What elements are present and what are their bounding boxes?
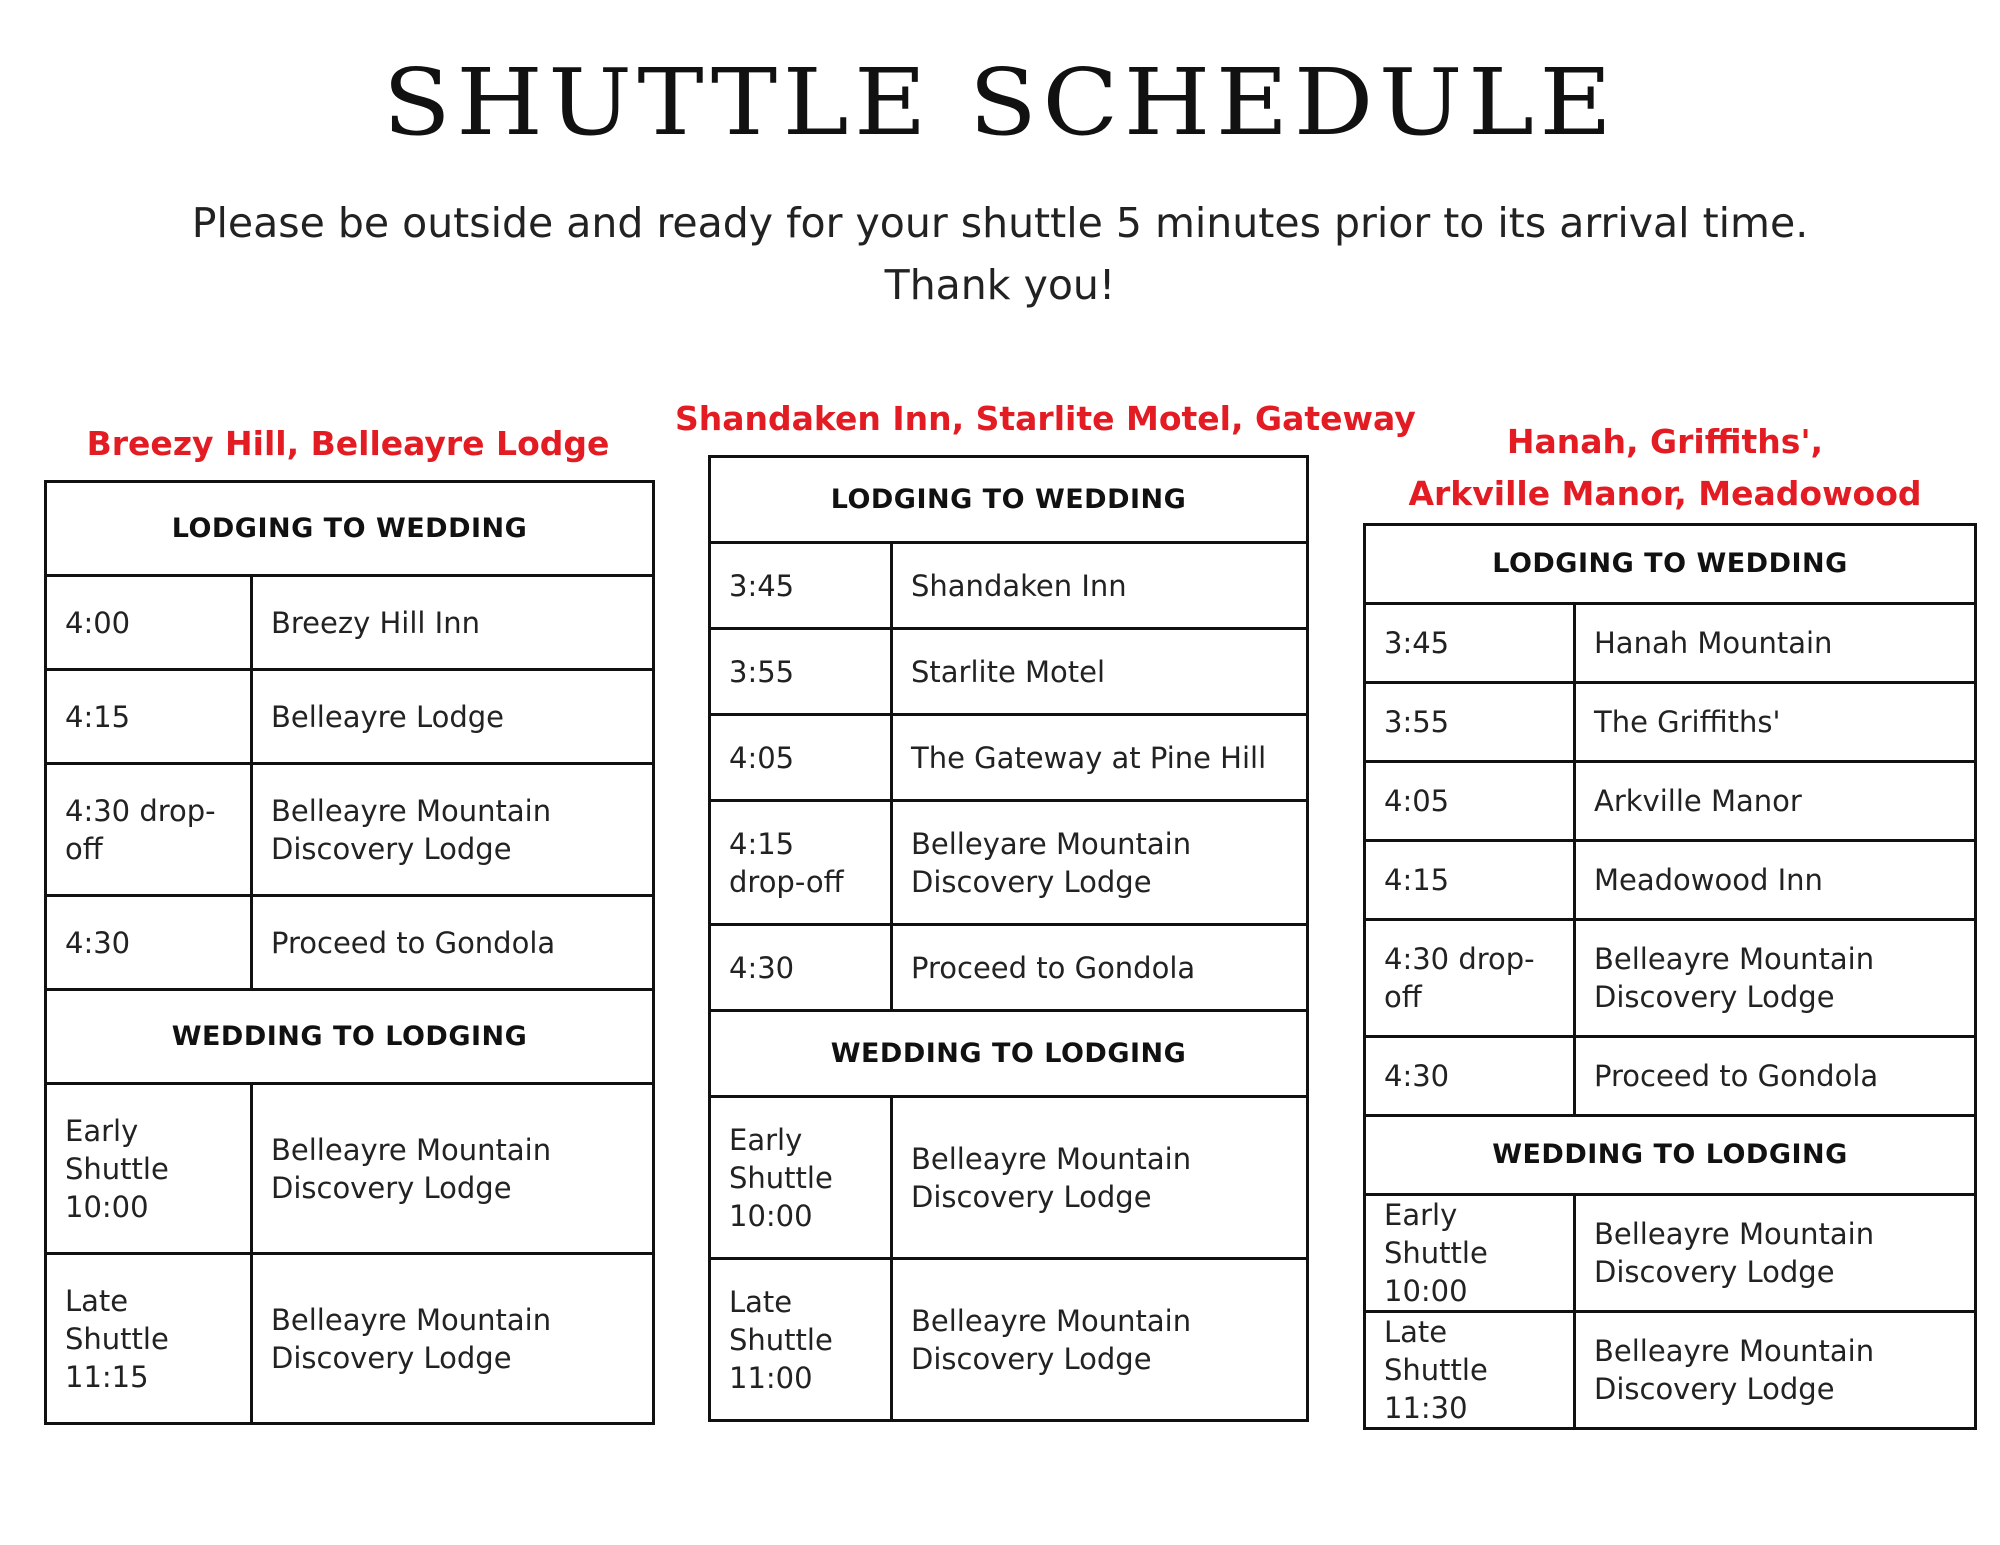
time-cell: Late Shuttle 11:15 <box>46 1254 252 1424</box>
section-label-to-lodging: WEDDING TO LODGING <box>46 990 654 1084</box>
time-cell: 4:30 drop-off <box>1365 920 1575 1037</box>
place-cell: Belleayre Mountain Discovery Lodge <box>1575 920 1976 1037</box>
time-cell: Late Shuttle 11:30 <box>1365 1312 1575 1429</box>
time-cell: 4:15 drop-off <box>710 801 892 925</box>
time-cell: 3:45 <box>710 543 892 629</box>
time-cell: 4:15 <box>1365 841 1575 920</box>
instructions-line-1: Please be outside and ready for your shuttle 5 minutes prior to its arrival time. <box>191 199 1809 247</box>
section-label-to-wedding: LODGING TO WEDDING <box>46 482 654 576</box>
place-cell: Belleayre Mountain Discovery Lodge <box>252 1084 654 1254</box>
table-row <box>46 576 654 670</box>
table-row <box>710 715 1308 801</box>
time-cell: 4:00 <box>46 576 252 670</box>
place-cell: The Griffiths' <box>1575 683 1976 762</box>
place-cell: Arkville Manor <box>1575 762 1976 841</box>
table-row <box>46 1254 654 1424</box>
place-cell: Belleayre Lodge <box>252 670 654 764</box>
table-row <box>1365 604 1976 683</box>
section-header-row <box>1365 1116 1976 1195</box>
section-label-to-wedding: LODGING TO WEDDING <box>1365 525 1976 604</box>
section-label-to-lodging: WEDDING TO LODGING <box>1365 1116 1976 1195</box>
schedule-table-3 <box>1363 523 1977 1430</box>
table-row <box>1365 683 1976 762</box>
time-cell: 3:45 <box>1365 604 1575 683</box>
table-row <box>46 670 654 764</box>
table-row <box>1365 1195 1976 1312</box>
table-row <box>710 925 1308 1011</box>
time-cell: 4:05 <box>1365 762 1575 841</box>
time-cell: 4:05 <box>710 715 892 801</box>
column-1-header: Breezy Hill, Belleayre Lodge <box>86 424 610 463</box>
column-2-header: Shandaken Inn, Starlite Motel, Gateway <box>675 399 1416 438</box>
place-cell: Belleayre Mountain Discovery Lodge <box>1575 1312 1976 1429</box>
section-header-row <box>46 990 654 1084</box>
time-cell: 4:30 <box>1365 1037 1575 1116</box>
time-cell: Early Shuttle 10:00 <box>1365 1195 1575 1312</box>
place-cell: Breezy Hill Inn <box>252 576 654 670</box>
time-cell: 3:55 <box>710 629 892 715</box>
place-cell: Meadowood Inn <box>1575 841 1976 920</box>
table-row <box>46 1084 654 1254</box>
time-cell: 4:30 <box>46 896 252 990</box>
column-3-header-line-1: Hanah, Griffiths', <box>1506 422 1824 461</box>
section-label-to-wedding: LODGING TO WEDDING <box>710 457 1308 543</box>
schedule-table-2 <box>708 455 1309 1422</box>
page-title: SHUTTLE SCHEDULE <box>382 49 1618 156</box>
section-header-row <box>710 457 1308 543</box>
place-cell: Belleayre Mountain Discovery Lodge <box>892 1259 1308 1421</box>
place-cell: Proceed to Gondola <box>1575 1037 1976 1116</box>
time-cell: 4:30 <box>710 925 892 1011</box>
place-cell: Belleayre Mountain Discovery Lodge <box>252 764 654 896</box>
place-cell: The Gateway at Pine Hill <box>892 715 1308 801</box>
column-3-header <box>1360 416 1970 520</box>
table-row <box>46 764 654 896</box>
time-cell: 3:55 <box>1365 683 1575 762</box>
place-cell: Shandaken Inn <box>892 543 1308 629</box>
place-cell: Belleayre Mountain Discovery Lodge <box>892 1097 1308 1259</box>
time-cell: Early Shuttle 10:00 <box>46 1084 252 1254</box>
table-row <box>46 896 654 990</box>
place-cell: Belleyare Mountain Discovery Lodge <box>892 801 1308 925</box>
table-row <box>1365 841 1976 920</box>
time-cell: 4:15 <box>46 670 252 764</box>
section-header-row <box>46 482 654 576</box>
place-cell: Starlite Motel <box>892 629 1308 715</box>
table-row <box>710 543 1308 629</box>
instructions-line-2: Thank you! <box>884 261 1116 309</box>
table-row <box>1365 1312 1976 1429</box>
table-row <box>710 1097 1308 1259</box>
column-3-header-line-2: Arkville Manor, Meadowood <box>1408 474 1922 513</box>
place-cell: Proceed to Gondola <box>252 896 654 990</box>
section-label-to-lodging: WEDDING TO LODGING <box>710 1011 1308 1097</box>
place-cell: Hanah Mountain <box>1575 604 1976 683</box>
table-row <box>710 801 1308 925</box>
schedule-table-1 <box>44 480 655 1425</box>
place-cell: Belleayre Mountain Discovery Lodge <box>1575 1195 1976 1312</box>
section-header-row <box>1365 525 1976 604</box>
time-cell: Early Shuttle 10:00 <box>710 1097 892 1259</box>
table-row <box>710 1259 1308 1421</box>
time-cell: 4:30 drop-off <box>46 764 252 896</box>
section-header-row <box>710 1011 1308 1097</box>
table-row <box>710 629 1308 715</box>
time-cell: Late Shuttle 11:00 <box>710 1259 892 1421</box>
table-row <box>1365 762 1976 841</box>
table-row <box>1365 1037 1976 1116</box>
instructions <box>0 192 2000 316</box>
place-cell: Proceed to Gondola <box>892 925 1308 1011</box>
place-cell: Belleayre Mountain Discovery Lodge <box>252 1254 654 1424</box>
table-row <box>1365 920 1976 1037</box>
